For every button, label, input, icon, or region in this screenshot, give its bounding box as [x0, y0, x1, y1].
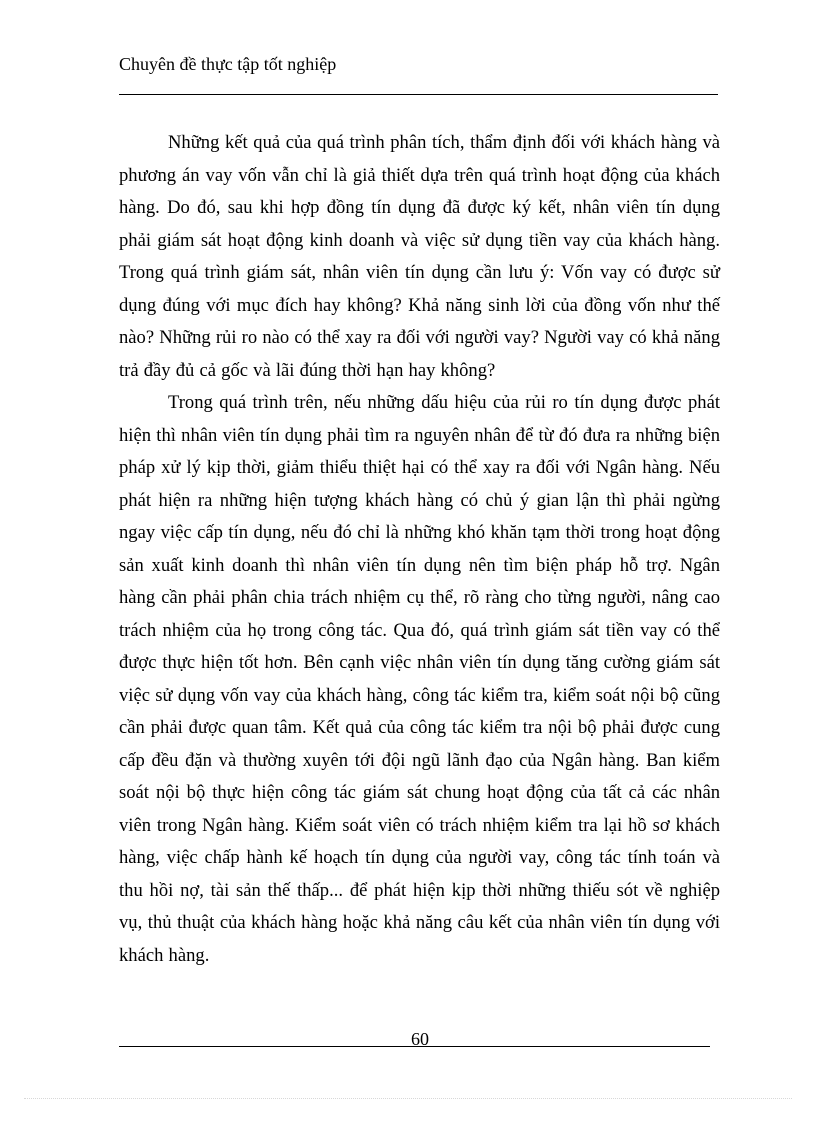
document-header-title: Chuyên đề thực tập tốt nghiệp: [119, 54, 337, 74]
page-bottom-edge: [24, 1098, 792, 1099]
page-number: 60: [411, 1029, 429, 1049]
document-body: [119, 127, 720, 972]
header-divider: [119, 94, 718, 95]
footer-divider: [119, 1046, 710, 1047]
body-paragraph-1: Những kết quả của quá trình phân tích, thẩm định đối với khách hàng và phương án vay vốn vẫn chỉ là giả thiết dựa trên quá trình hoạt động của khách hàng. Do đó, sau khi hợp đồng tín dụng đã được ký kết, nhân viên tín dụng phải giám sát hoạt động kinh doanh và việc sử dụng tiền vay của khách hàng. Trong quá trình giám sát, nhân viên tín dụng cần lưu ý: Vốn vay có được sử dụng đúng với mục đích hay không? Khả năng sinh lời của đồng vốn như thế nào? Những rủi ro nào có thể xay ra đối với người vay? Người vay có khả năng trả đầy đủ cả gốc và lãi đúng thời hạn hay không?: [119, 132, 720, 381]
body-paragraph-2: Trong quá trình trên, nếu những dấu hiệu của rủi ro tín dụng được phát hiện thì nhân viên tín dụng phải tìm ra nguyên nhân để từ đó đưa ra những biện pháp xử lý kịp thời, giảm thiểu thiệt hại có thể xay ra đối với Ngân hàng. Nếu phát hiện ra những hiện tượng khách hàng có chủ ý gian lận thì phải ngừng ngay việc cấp tín dụng, nếu đó chỉ là những khó khăn tạm thời trong hoạt động sản xuất kinh doanh thì nhân viên tín dụng nên tìm biện pháp hỗ trợ. Ngân hàng cần phải phân chia trách nhiệm cụ thể, rõ ràng cho từng người, nâng cao trách nhiệm của họ trong công tác. Qua đó, quá trình giám sát tiền vay có thể được thực hiện tốt hơn. Bên cạnh việc nhân viên tín dụng tăng cường giám sát việc sử dụng vốn vay của khách hàng, công tác kiểm tra, kiểm soát nội bộ cũng cần phải được quan tâm. Kết quả của công tác kiểm tra nội bộ phải được cung cấp đều đặn và thường xuyên tới đội ngũ lãnh đạo của Ngân hàng. Ban kiểm soát nội bộ thực hiện công tác giám sát chung hoạt động của tất cả các nhân viên trong Ngân hàng. Kiểm soát viên có trách nhiệm kiểm tra lại hồ sơ khách hàng, việc chấp hành kế hoạch tín dụng của người vay, công tác tính toán và thu hồi nợ, tài sản thế thấp... để phát hiện kịp thời những thiếu sót về nghiệp vụ, thủ thuật của khách hàng hoặc khả năng câu kết của nhân viên tín dụng với khách hàng.: [119, 392, 720, 966]
